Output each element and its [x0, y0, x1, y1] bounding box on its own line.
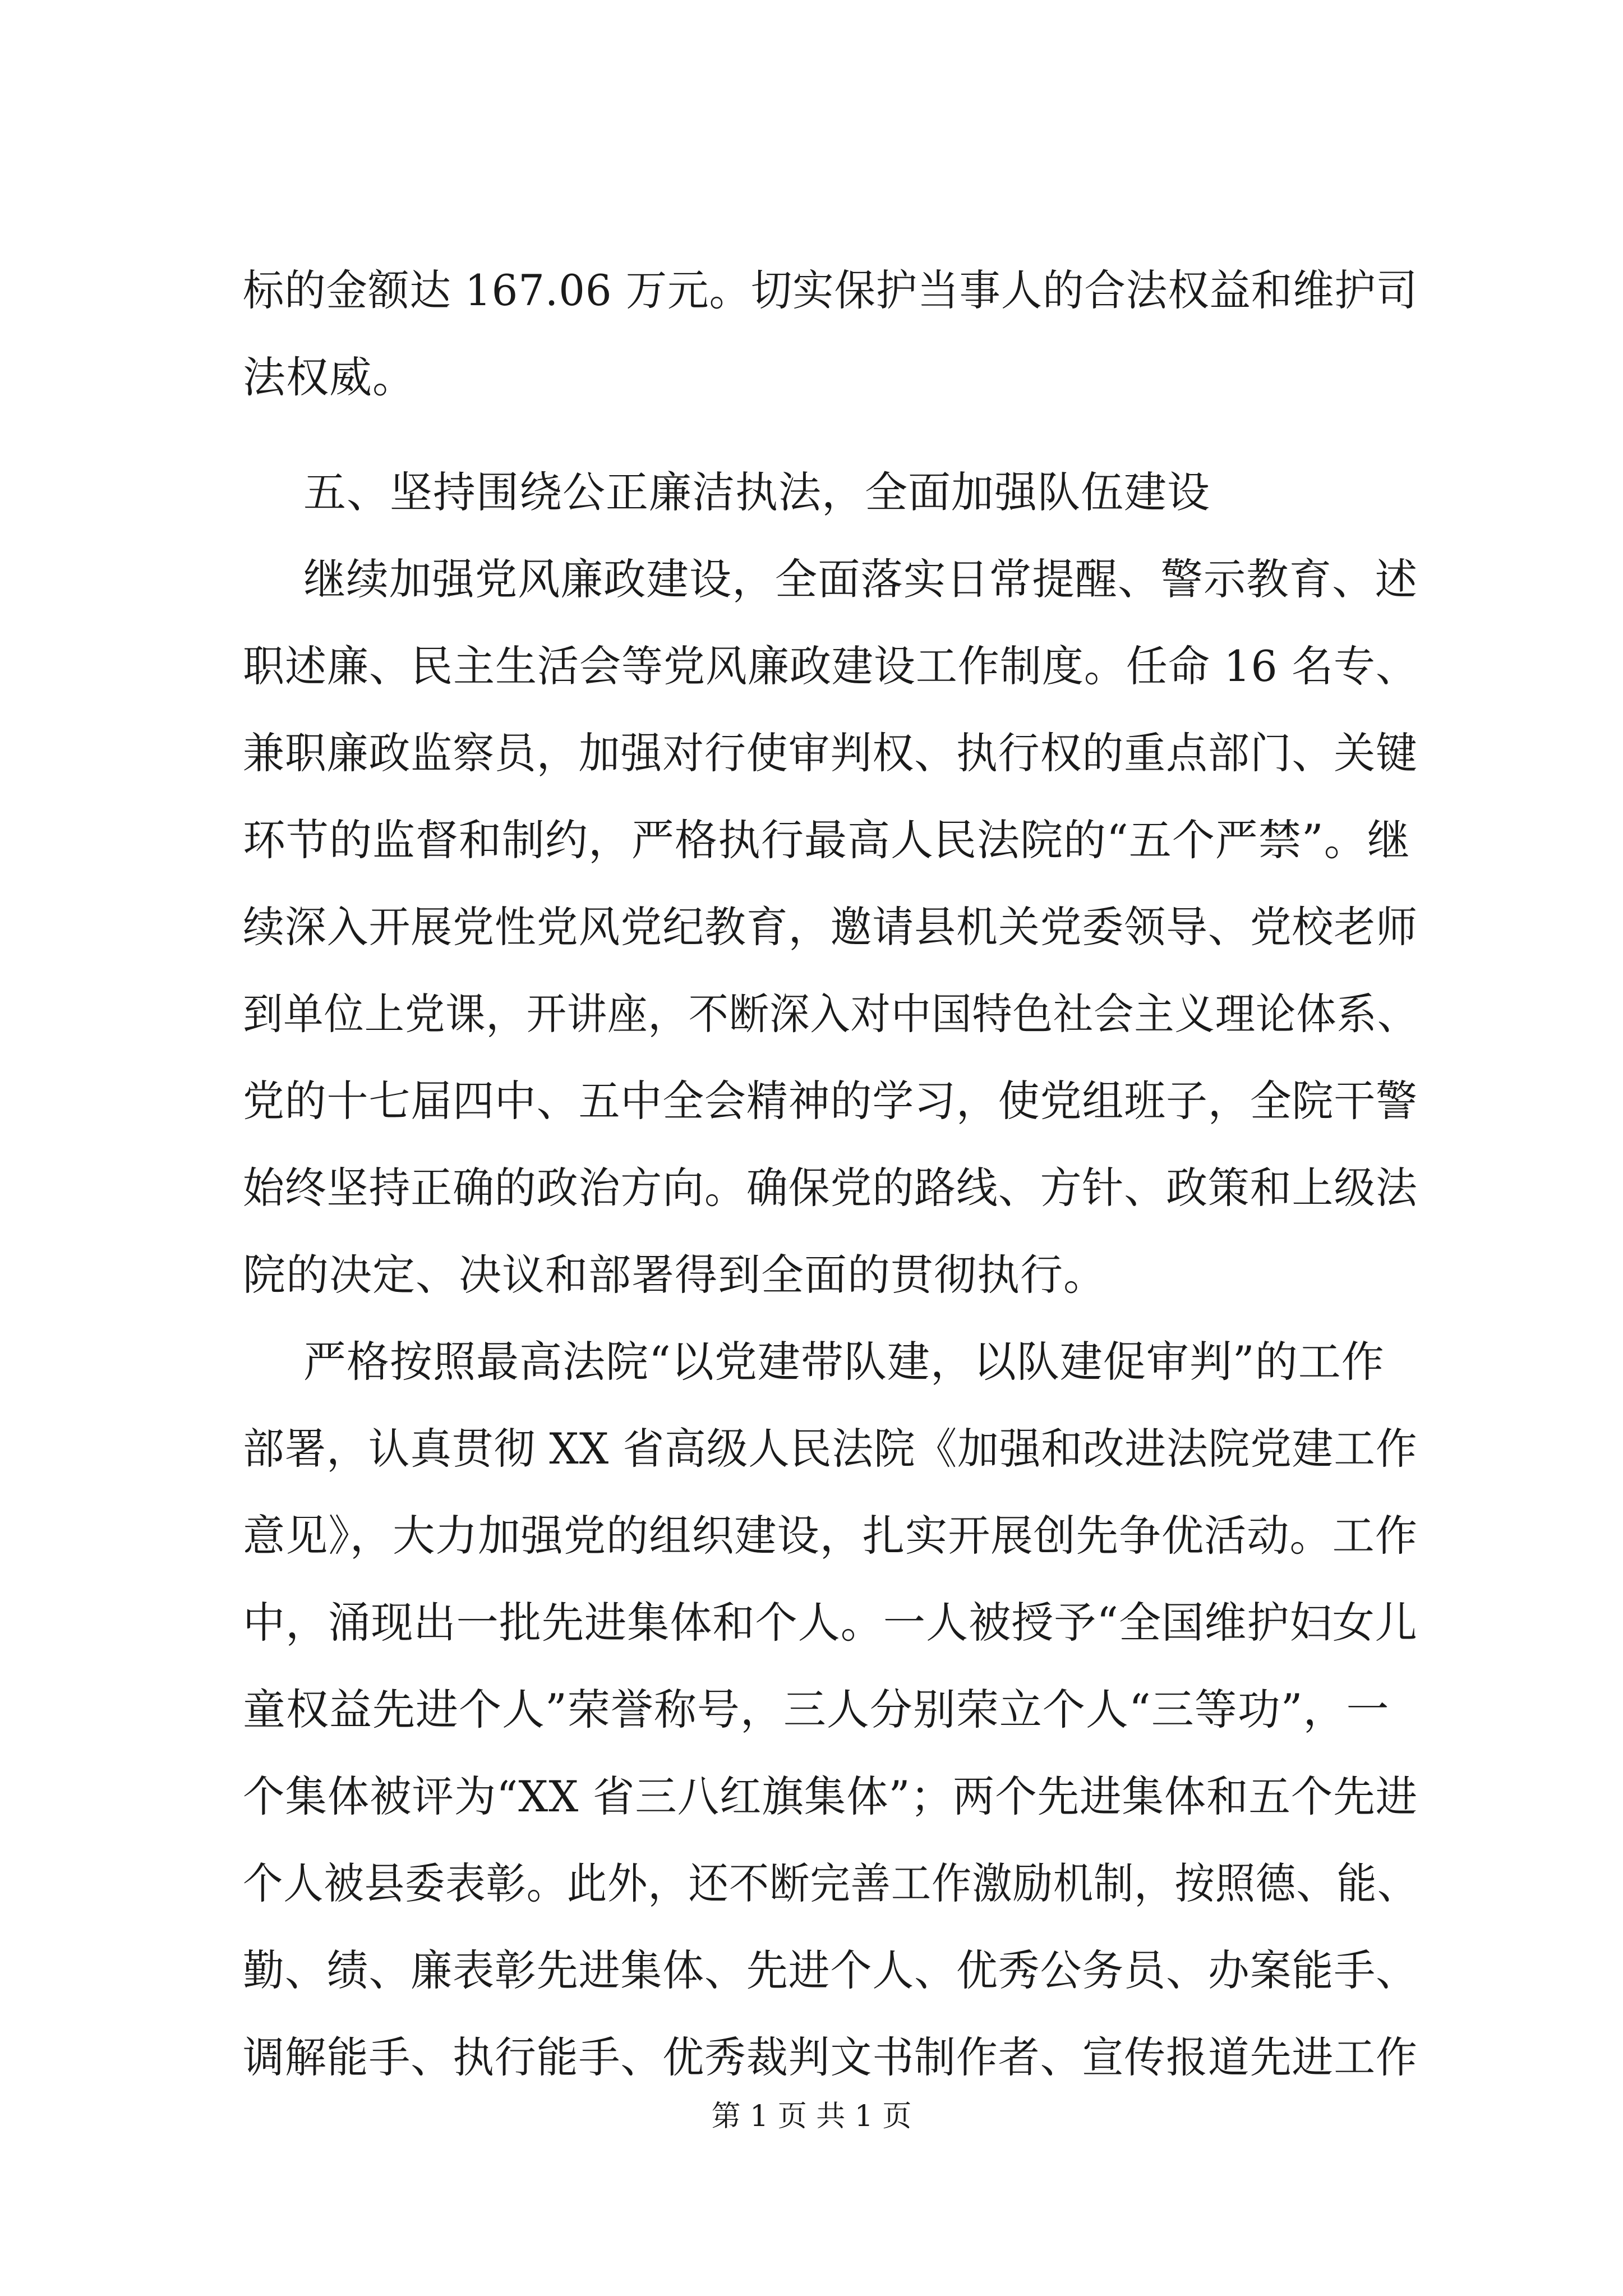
paragraph-line: 法权威。 — [243, 352, 416, 402]
paragraph-line: 到单位上党课，开讲座，不断深入对中国特色社会主义理论体系、 — [243, 989, 1418, 1039]
paragraph-line: 个人被县委表彰。此外，还不断完善工作激励机制，按照德、能、 — [243, 1858, 1418, 1908]
paragraph-line: 调解能手、执行能手、优秀裁判文书制作者、宣传报道先进工作 — [243, 2032, 1418, 2082]
paragraph-line: 始终坚持正确的政治方向。确保党的路线、方针、政策和上级法 — [243, 1163, 1418, 1213]
paragraph-line: 童权益先进个人”荣誉称号，三人分别荣立个人“三等功”，一 — [243, 1685, 1390, 1734]
paragraph-line: 意见》，大力加强党的组织建设，扎实开展创先争优活动。工作 — [243, 1511, 1418, 1561]
paragraph-line: 标的金额达 167.06 万元。切实保护当事人的合法权益和维护司 — [243, 265, 1418, 315]
paragraph-line: 中，涌现出一批先进集体和个人。一人被授予“全国维护妇女儿 — [243, 1598, 1418, 1648]
paragraph-line: 环节的监督和制约，严格执行最高人民法院的“五个严禁”。继 — [243, 815, 1410, 865]
paragraph-line: 兼职廉政监察员，加强对行使审判权、执行权的重点部门、关键 — [243, 728, 1418, 778]
paragraph-line: 勤、绩、廉表彰先进集体、先进个人、优秀公务员、办案能手、 — [243, 1945, 1418, 1995]
paragraph-line: 部署，认真贯彻 XX 省高级人民法院《加强和改进法院党建工作 — [243, 1424, 1418, 1474]
page-number-footer: 第 1 页 共 1 页 — [711, 2100, 912, 2133]
paragraph-line: 院的决定、决议和部署得到全面的贯彻执行。 — [243, 1250, 1106, 1300]
paragraph-line: 职述廉、民主生活会等党风廉政建设工作制度。任命 16 名专、 — [243, 641, 1418, 691]
section-heading: 五、坚持围绕公正廉洁执法，全面加强队伍建设 — [303, 467, 1210, 517]
paragraph-line: 个集体被评为“XX 省三八红旗集体”；两个先进集体和五个先进 — [243, 1772, 1418, 1821]
paragraph-line: 党的十七届四中、五中全会精神的学习，使党组班子，全院干警 — [243, 1076, 1418, 1126]
paragraph-line: 继续加强党风廉政建设，全面落实日常提醒、警示教育、述 — [303, 554, 1418, 604]
paragraph-line: 续深入开展党性党风党纪教育，邀请县机关党委领导、党校老师 — [243, 902, 1418, 952]
paragraph-line: 严格按照最高法院“以党建带队建，以队建促审判”的工作 — [303, 1337, 1385, 1387]
